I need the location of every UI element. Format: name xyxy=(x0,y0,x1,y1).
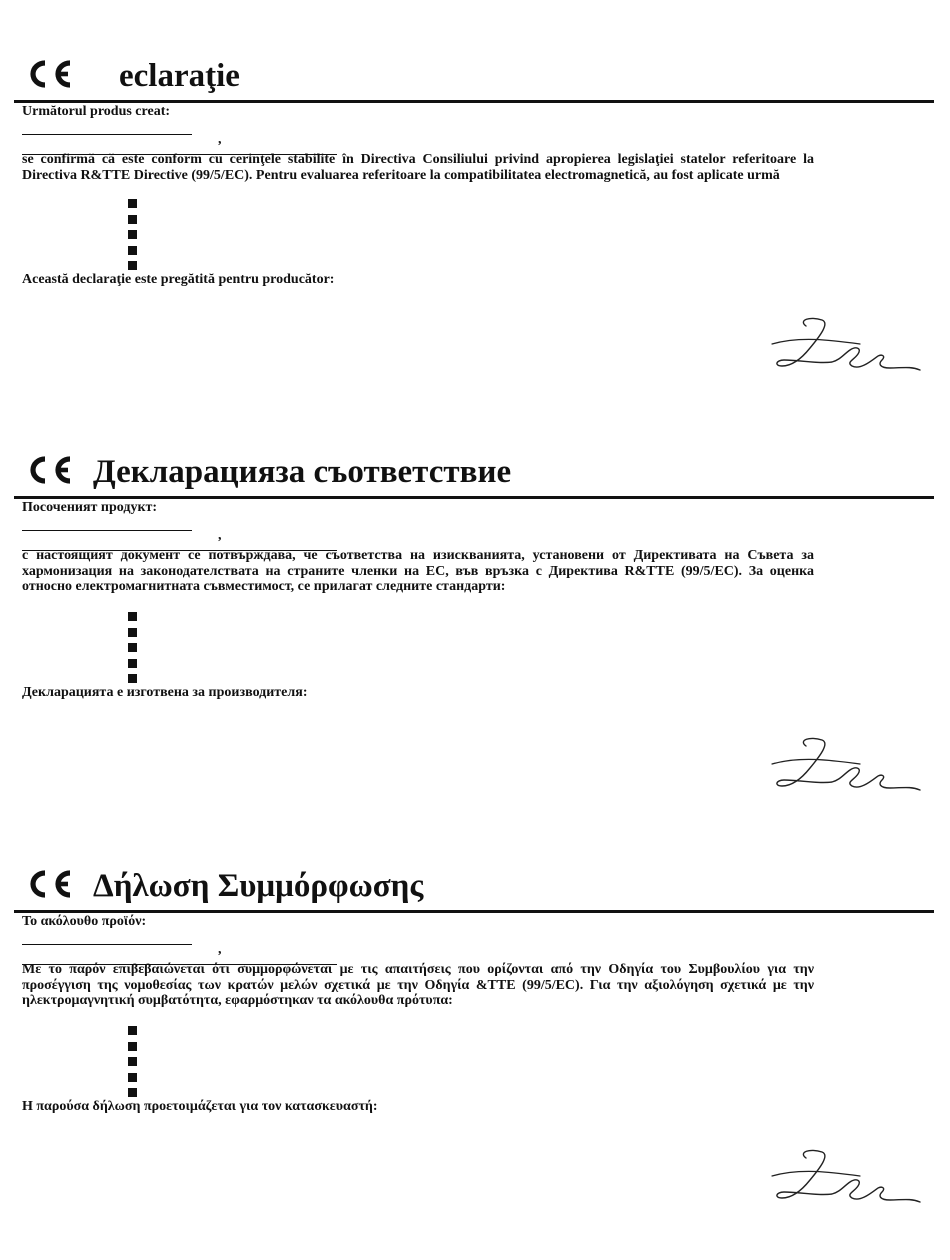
standards-bullet-list xyxy=(128,1026,138,1104)
comma-separator: , xyxy=(218,132,222,147)
signature-image xyxy=(770,314,925,374)
ce-mark-logo xyxy=(26,454,76,486)
page-title: Декларацияза съответствие xyxy=(93,454,512,490)
declaration-body: Με το παρόν επιβεβαιώνεται ότι συμμορφώνεται με τις απαιτήσεις που ορίζονται από την Οδηγία του Συμβουλίου για την προσέγγιση της νομοθεσίας των κρατών μελών σχετικά με την Οδηγία &TTE (99/5/EC). Για την αξιολόγηση σχετικά με την ηλεκτρομαγνητική συμβατότητα, εφαρμόστηκαν τα ακόλουθα πρότυπα: xyxy=(22,962,814,1008)
bullet-square-icon xyxy=(128,246,137,255)
bullet-square-icon xyxy=(128,215,137,224)
declaration-section-bg xyxy=(0,452,950,792)
product-name-blank xyxy=(22,530,192,531)
page-title: eclaraţie xyxy=(119,58,240,94)
section-header xyxy=(0,56,950,100)
declaration-section-el xyxy=(0,866,950,1206)
bullet-square-icon xyxy=(128,1026,137,1035)
signature-image xyxy=(770,1146,925,1206)
product-name-blank xyxy=(22,134,192,135)
bullet-square-icon xyxy=(128,612,137,621)
header-divider xyxy=(14,100,934,103)
bullet-square-icon xyxy=(128,199,137,208)
bullet-square-icon xyxy=(128,628,137,637)
bullet-square-icon xyxy=(128,1088,137,1097)
product-label: Următorul produs creat: xyxy=(22,104,171,119)
bullet-square-icon xyxy=(128,1042,137,1051)
ce-mark-logo xyxy=(26,868,76,900)
manufacturer-statement: Η παρούσα δήλωση προετοιμάζεται για τον κατασκευαστή: xyxy=(22,1099,378,1114)
comma-separator: , xyxy=(218,528,222,543)
bullet-square-icon xyxy=(128,674,137,683)
standards-bullet-list xyxy=(128,612,138,690)
manufacturer-statement: Această declaraţie este pregătită pentru producător: xyxy=(22,272,335,287)
bullet-square-icon xyxy=(128,230,137,239)
standards-bullet-list xyxy=(128,199,138,277)
declaration-section-ro xyxy=(0,56,950,386)
declaration-body: se confirmă că este conform cu cerinţele stabilite în Directiva Consiliului privind apropierea legislaţiei statelor referitoare la Directiva R&TTE Directive (99/5/EC). Pentru evaluarea referitoare la compatibilitatea electromagnetică, au fost aplicate urmă xyxy=(22,152,814,183)
comma-separator: , xyxy=(218,942,222,957)
header-divider xyxy=(14,496,934,499)
bullet-square-icon xyxy=(128,1057,137,1066)
page-title: Δήλωση Συμμόρφωσης xyxy=(93,868,424,904)
section-header xyxy=(0,866,950,910)
ce-mark-logo xyxy=(26,58,76,90)
bullet-square-icon xyxy=(128,1073,137,1082)
bullet-square-icon xyxy=(128,261,137,270)
product-name-blank xyxy=(22,944,192,945)
signature-image xyxy=(770,734,925,794)
declaration-body: с настоящият документ се потвърждава, че съответства на изискванията, установени от Директивата на Съвета за хармонизация на законодателствата на страните членки на ЕС, във връзка с Директива R&TTE (99/5/EC). За оценка относно електромагнитната съвместимост, се прилагат следните стандарти: xyxy=(22,548,814,594)
header-divider xyxy=(14,910,934,913)
product-label: Το ακόλουθο προϊόν: xyxy=(22,914,147,929)
section-header xyxy=(0,452,950,496)
bullet-square-icon xyxy=(128,643,137,652)
manufacturer-statement: Декларацията е изготвена за производителя: xyxy=(22,685,308,700)
product-label: Посоченият продукт: xyxy=(22,500,158,515)
bullet-square-icon xyxy=(128,659,137,668)
